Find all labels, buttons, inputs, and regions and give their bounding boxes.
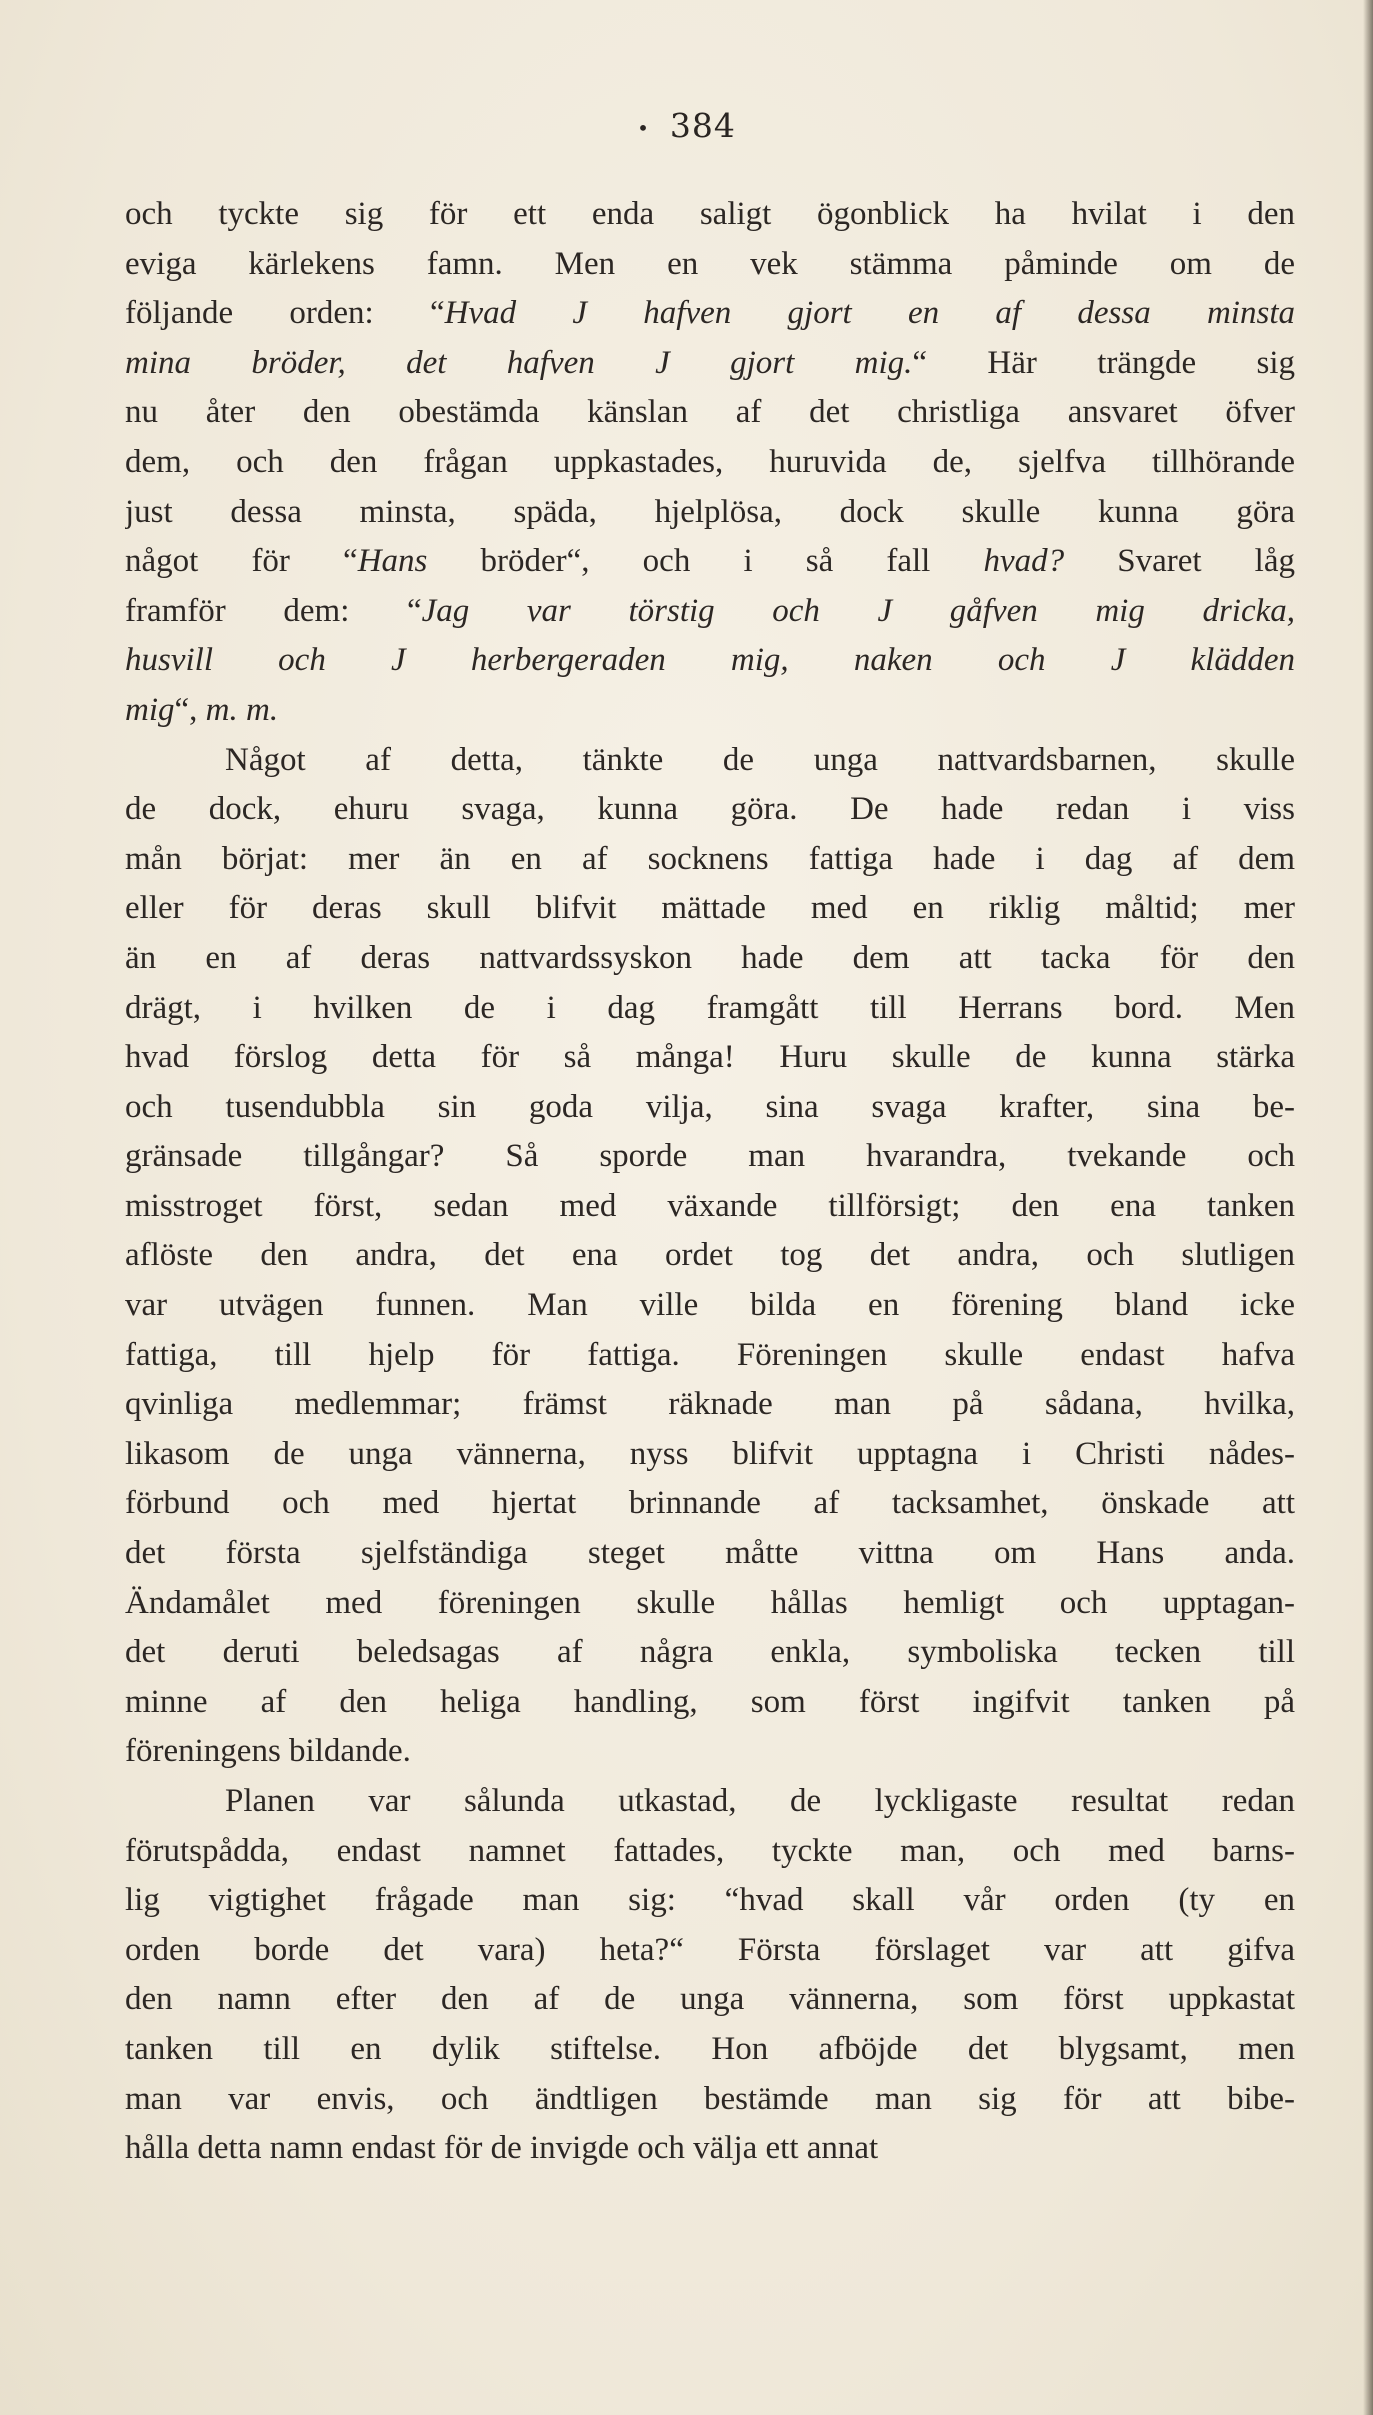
text-line <box>125 1083 1295 1133</box>
text-run: hvad förslog detta för så många! Huru skulle de kunna stärka <box>125 1039 1295 1076</box>
text-line <box>125 537 1295 587</box>
text-run: var utvägen funnen. Man ville bilda en förening bland icke <box>125 1287 1295 1324</box>
text-run: bröder“, och i så fall <box>427 543 984 580</box>
text-run: tanken till en dylik stiftelse. Hon afböjde det blygsamt, men <box>125 2030 1295 2067</box>
text-line <box>125 388 1295 438</box>
text-run: det deruti beledsagas af några enkla, symboliska tecken till <box>125 1634 1295 1671</box>
text-run: Något af detta, tänkte de unga nattvardsbarnen, skulle <box>225 741 1295 778</box>
text-run: eviga kärlekens famn. Men en vek stämma påminde om de <box>125 245 1295 282</box>
text-line <box>125 2124 1295 2174</box>
text-line <box>125 1380 1295 1430</box>
text-run: föreningens bildande. <box>125 1733 411 1770</box>
text-line <box>125 1777 1295 1827</box>
text-run: något för “ <box>125 543 358 580</box>
text-run: aflöste den andra, det ena ordet tog det andra, och slutligen <box>125 1237 1295 1274</box>
text-line <box>125 984 1295 1034</box>
text-line <box>125 686 1295 736</box>
text-run: just dessa minsta, späda, hjelplösa, dock skulle kunna göra <box>125 493 1295 530</box>
italic-text-run: Jag var törstig och J gåfven mig dricka, <box>421 592 1295 629</box>
text-line <box>125 1479 1295 1529</box>
text-run: “ Här trängde sig <box>912 344 1295 381</box>
text-line <box>125 1529 1295 1579</box>
text-line <box>125 835 1295 885</box>
text-run: gränsade tillgångar? Så sporde man hvarandra, tvekande och <box>125 1138 1295 1175</box>
text-run: orden borde det vara) heta?“ Första förslaget var att gifva <box>125 1931 1295 1968</box>
text-run: det första sjelfständiga steget måtte vittna om Hans anda. <box>125 1535 1295 1572</box>
text-run: följande orden: “ <box>125 295 445 332</box>
text-run: den namn efter den af de unga vännerna, som först uppkastat <box>125 1981 1295 2018</box>
italic-text-run: hvad? <box>983 543 1065 580</box>
text-run: och tusendubbla sin goda vilja, sina svaga krafter, sina be- <box>125 1088 1295 1125</box>
text-run: eller för deras skull blifvit mättade med en riklig måltid; mer <box>125 890 1295 927</box>
text-line <box>125 488 1295 538</box>
text-run: fattiga, till hjelp för fattiga. Föreningen skulle endast hafva <box>125 1336 1295 1373</box>
text-line <box>125 934 1295 984</box>
italic-text-run: m. m. <box>205 691 279 728</box>
text-run: man var envis, och ändtligen bestämde man sig för att bibe- <box>125 2080 1295 2117</box>
text-line <box>125 1628 1295 1678</box>
text-line <box>125 1033 1295 1083</box>
text-line <box>125 884 1295 934</box>
text-run: lig vigtighet frågade man sig: “hvad skall vår orden (ty en <box>125 1882 1295 1919</box>
text-line <box>125 1975 1295 2025</box>
text-line <box>125 339 1295 389</box>
text-line <box>125 1430 1295 1480</box>
text-line <box>125 2025 1295 2075</box>
text-run: Ändamålet med föreningen skulle hållas hemligt och upptagan- <box>125 1584 1295 1621</box>
text-run: dem, och den frågan uppkastades, huruvida de, sjelfva tillhörande <box>125 443 1295 480</box>
text-line <box>125 2075 1295 2125</box>
text-line <box>125 1678 1295 1728</box>
text-line <box>125 1727 1295 1777</box>
text-line <box>125 1579 1295 1629</box>
text-run: likasom de unga vännerna, nyss blifvit upptagna i Christi nådes- <box>125 1435 1295 1472</box>
text-line <box>125 1827 1295 1877</box>
text-line <box>125 438 1295 488</box>
text-run: minne af den heliga handling, som först ingifvit tanken på <box>125 1683 1295 1720</box>
text-line <box>125 190 1295 240</box>
text-run: de dock, ehuru svaga, kunna göra. De hade redan i viss <box>125 791 1295 828</box>
text-line <box>125 736 1295 786</box>
text-run: “, <box>174 691 206 728</box>
text-line <box>125 1132 1295 1182</box>
italic-text-run: husvill och J herbergeraden mig, naken och J klädden <box>125 642 1295 679</box>
text-line <box>125 240 1295 290</box>
text-run: än en af deras nattvardssyskon hade dem att tacka för den <box>125 939 1295 976</box>
italic-text-run: mig <box>125 691 175 728</box>
page-header <box>0 106 1373 145</box>
page-edge-shadow <box>1363 0 1373 2415</box>
text-line <box>125 1876 1295 1926</box>
text-run: förutspådda, endast namnet fattades, tyckte man, och med barns- <box>125 1832 1295 1869</box>
text-run: qvinliga medlemmar; främst räknade man på sådana, hvilka, <box>125 1386 1295 1423</box>
text-run: nu åter den obestämda känslan af det christliga ansvaret öfver <box>125 394 1295 431</box>
page-number: 384 <box>669 106 736 145</box>
text-run: mån börjat: mer än en af socknens fattiga hade i dag af dem <box>125 840 1295 877</box>
text-line <box>125 1926 1295 1976</box>
text-run: Planen var sålunda utkastad, de lyckligaste resultat redan <box>225 1783 1295 1819</box>
text-line <box>125 1331 1295 1381</box>
text-run: och tyckte sig för ett enda saligt ögonblick ha hvilat i den <box>125 196 1295 232</box>
text-line <box>125 587 1295 637</box>
italic-text-run: Hans <box>357 543 428 580</box>
text-run: drägt, i hvilken de i dag framgått till Herrans bord. Men <box>125 989 1295 1026</box>
body-text <box>125 190 1295 2174</box>
text-line <box>125 785 1295 835</box>
text-line <box>125 636 1295 686</box>
text-line <box>125 289 1295 339</box>
text-run: Svaret låg <box>1064 543 1295 580</box>
text-run: misstroget först, sedan med växande tillförsigt; den ena tanken <box>125 1187 1295 1224</box>
header-dot-mark: • <box>637 116 650 140</box>
italic-text-run: mina bröder, det hafven J gjort mig. <box>125 344 913 381</box>
text-run: förbund och med hjertat brinnande af tacksamhet, önskade att <box>125 1485 1295 1522</box>
text-run: hålla detta namn endast för de invigde och välja ett annat <box>125 2130 879 2167</box>
text-line <box>125 1281 1295 1331</box>
text-run: framför dem: “ <box>125 592 422 629</box>
text-line <box>125 1182 1295 1232</box>
italic-text-run: Hvad J hafven gjort en af dessa minsta <box>444 295 1295 332</box>
text-line <box>125 1231 1295 1281</box>
